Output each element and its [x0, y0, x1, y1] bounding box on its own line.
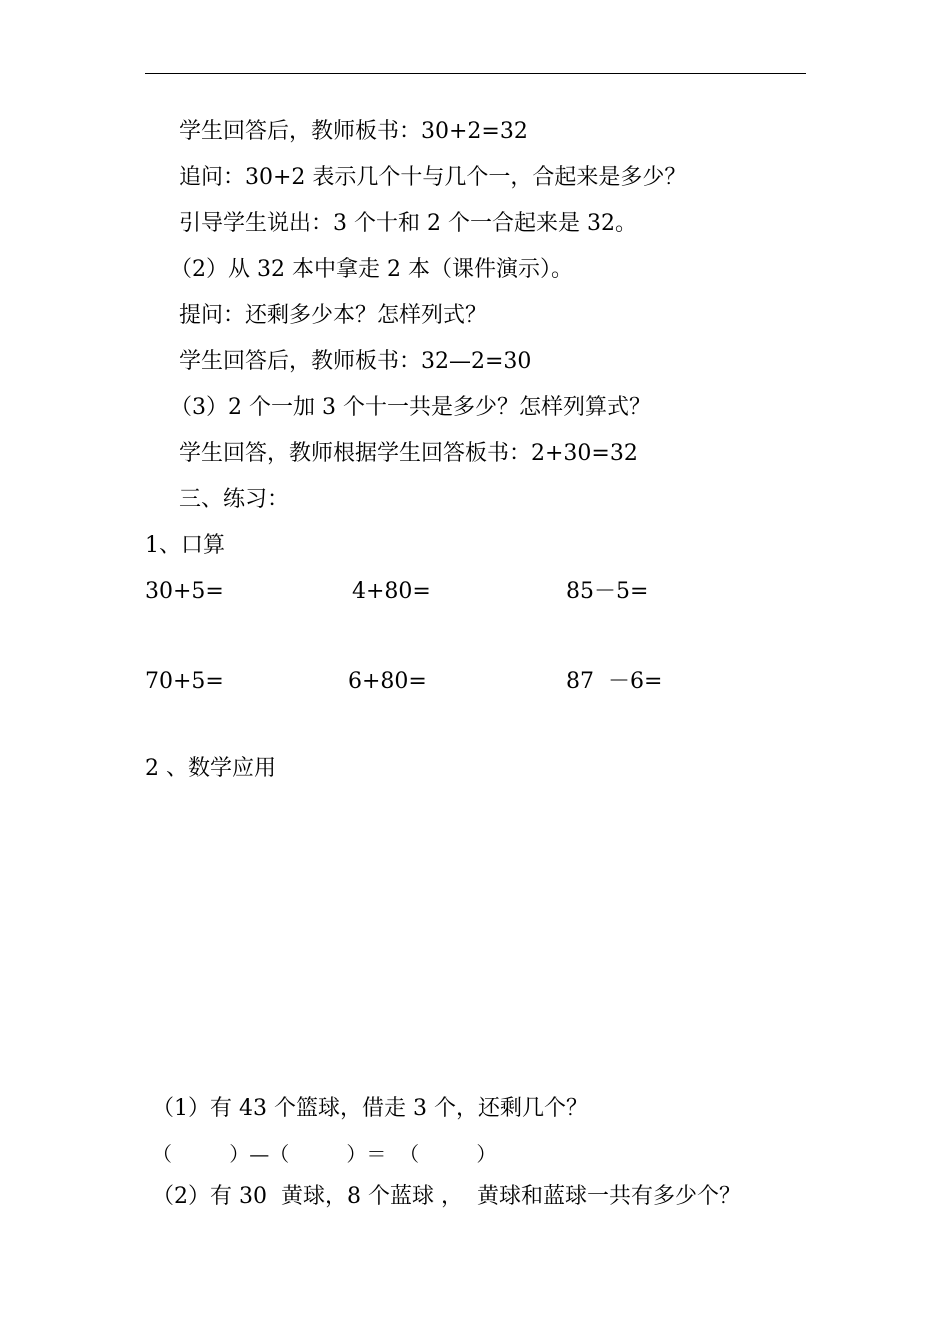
text-line: 引导学生说出：3 个十和 2 个一合起来是 32。 — [179, 211, 637, 236]
oral-item: 4+80= — [352, 579, 431, 604]
section1-title: 1、口算 — [145, 533, 225, 558]
text-line: 追问：30+2 表示几个十与几个一，合起来是多少？ — [179, 165, 687, 190]
text-line: 学生回答后，教师板书：30+2=32 — [179, 119, 528, 144]
section2-title: 2 、数学应用 — [145, 756, 276, 781]
section-heading: 三、练习： — [179, 487, 290, 512]
oral-item: 87 －6= — [566, 669, 663, 694]
oral-item: 85－5= — [566, 579, 649, 604]
text-line: （3）2 个一加 3 个十一共是多少？怎样列算式？ — [170, 395, 651, 420]
oral-item: 30+5= — [145, 579, 224, 604]
text-line: 提问：还剩多少本？怎样列式？ — [179, 303, 488, 328]
text-line: （2）从 32 本中拿走 2 本（课件演示）。 — [170, 257, 573, 282]
problem-1-blanks: （ ）—（ ）＝ （ ） — [152, 1142, 497, 1166]
text-line: 学生回答，教师根据学生回答板书：2+30=32 — [179, 441, 638, 466]
problem-2: （2）有 30 黄球，8 个蓝球 ， 黄球和蓝球一共有多少个？ — [152, 1184, 741, 1209]
oral-item: 6+80= — [348, 669, 427, 694]
oral-item: 70+5= — [145, 669, 224, 694]
text-line: 学生回答后，教师板书：32—2=30 — [179, 349, 532, 374]
header-rule — [145, 73, 806, 74]
problem-1: （1）有 43 个篮球，借走 3 个，还剩几个？ — [152, 1096, 588, 1121]
